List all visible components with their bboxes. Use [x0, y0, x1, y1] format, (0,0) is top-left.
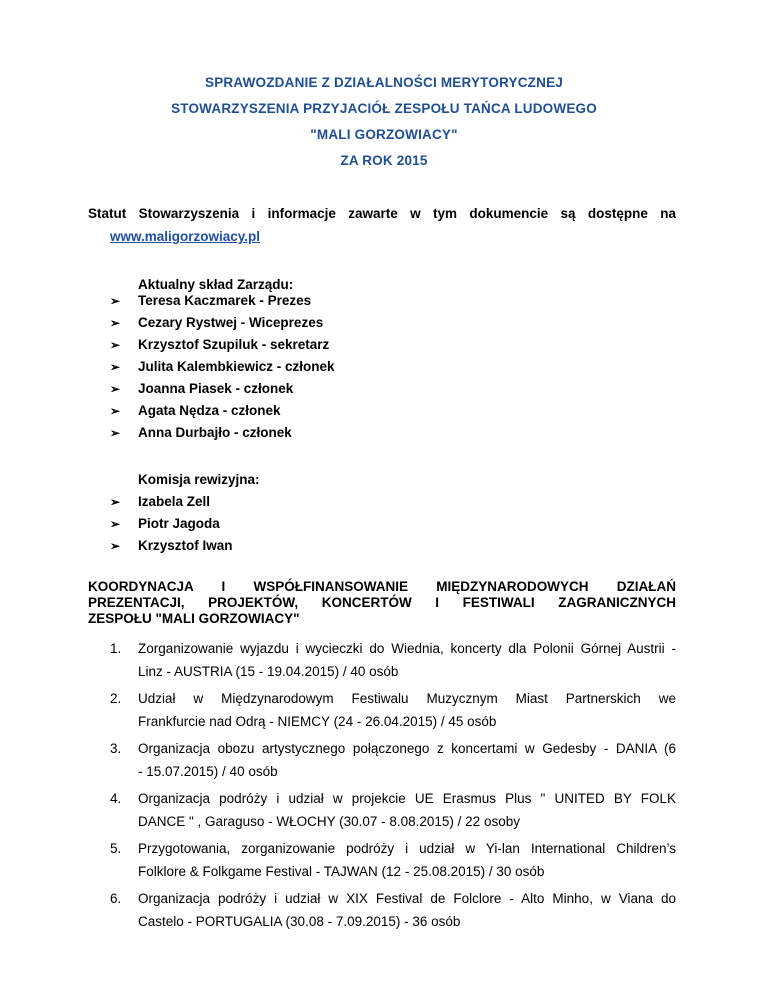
- list-item: [110, 738, 676, 783]
- list-item: [110, 400, 335, 422]
- arrow-bullet-icon: ➢: [110, 360, 121, 374]
- item-line: Udział w Międzynarodowym Festiwalu Muzycznym Miast Partnerskich we: [138, 691, 676, 706]
- arrow-bullet-icon: ➢: [110, 338, 121, 352]
- events-list: [110, 638, 676, 938]
- title-line: STOWARZYSZENIA PRZYJACIÓŁ ZESPOŁU TAŃCA LUDOWEGO: [171, 101, 597, 116]
- item-line: Przygotowania, zorganizowanie podróży i udział w Yi-lan International Children’s: [138, 841, 676, 856]
- item-number: 2.: [110, 691, 122, 706]
- zarzad-list: [110, 290, 335, 444]
- heading-line: ZESPOŁU "MALI GORZOWIACY": [88, 611, 300, 626]
- item-line: - 15.07.2015) / 40 osób: [138, 763, 278, 779]
- item-line: Linz - AUSTRIA (15 - 19.04.2015) / 40 osób: [138, 663, 399, 679]
- item-line: Frankfurcie nad Odrą - NIEMCY (24 - 26.04.2015) / 45 osób: [138, 713, 497, 729]
- list-item: [110, 535, 233, 557]
- member-name: Krzysztof Szupiluk - sekretarz: [138, 337, 330, 352]
- arrow-bullet-icon: ➢: [110, 294, 121, 308]
- item-line: Organizacja obozu artystycznego połączonego z koncertami w Gedesby - DANIA (6: [138, 741, 676, 756]
- member-name: Joanna Piasek - członek: [138, 381, 294, 396]
- item-line: Castelo - PORTUGALIA (30.08 - 7.09.2015) - 36 osób: [138, 913, 461, 929]
- statut-paragraph: Statut Stowarzyszenia i informacje zawarte w tym dokumencie są dostępne na: [88, 206, 676, 221]
- member-name: Julita Kalembkiewicz - członek: [138, 359, 335, 374]
- zarzad-label: Aktualny skład Zarządu:: [138, 277, 294, 292]
- list-item: [110, 838, 676, 883]
- item-number: 4.: [110, 791, 122, 806]
- list-item: [110, 334, 335, 356]
- list-item: [110, 378, 335, 400]
- member-name: Agata Nędza - członek: [138, 403, 281, 418]
- member-name: Izabela Zell: [138, 494, 211, 509]
- list-item: [110, 513, 233, 535]
- list-item: [110, 788, 676, 833]
- title-line: SPRAWOZDANIE Z DZIAŁALNOŚCI MERYTORYCZNEJ: [205, 75, 563, 90]
- item-line: Folklore & Folkgame Festival - TAJWAN (12 - 25.08.2015) / 30 osób: [138, 863, 545, 879]
- member-name: Teresa Kaczmarek - Prezes: [138, 293, 312, 308]
- item-number: 6.: [110, 891, 122, 906]
- arrow-bullet-icon: ➢: [110, 426, 121, 440]
- list-item: [110, 422, 335, 444]
- member-name: Krzysztof Iwan: [138, 538, 233, 553]
- item-line: Organizacja podróży i udział w XIX Festival de Folclore - Alto Minho, w Viana do: [138, 891, 676, 906]
- list-item: [110, 638, 676, 683]
- arrow-bullet-icon: ➢: [110, 517, 121, 531]
- item-number: 5.: [110, 841, 122, 856]
- list-item: [110, 356, 335, 378]
- item-line: DANCE " , Garaguso - WŁOCHY (30.07 - 8.08.2015) / 22 osoby: [138, 813, 520, 829]
- website-link[interactable]: www.maligorzowiacy.pl: [110, 229, 261, 244]
- komisja-list: [110, 491, 233, 557]
- heading-line: PREZENTACJI, PROJEKTÓW, KONCERTÓW I FESTIWALI ZAGRANICZNYCH: [88, 595, 676, 610]
- member-name: Anna Durbajło - członek: [138, 425, 292, 440]
- arrow-bullet-icon: ➢: [110, 316, 121, 330]
- komisja-label: Komisja rewizyjna:: [138, 472, 260, 487]
- arrow-bullet-icon: ➢: [110, 382, 121, 396]
- arrow-bullet-icon: ➢: [110, 404, 121, 418]
- arrow-bullet-icon: ➢: [110, 539, 121, 553]
- arrow-bullet-icon: ➢: [110, 495, 121, 509]
- list-item: [110, 312, 335, 334]
- member-name: Piotr Jagoda: [138, 516, 220, 531]
- koordynacja-heading: [88, 579, 676, 627]
- list-item: [110, 688, 676, 733]
- item-number: 3.: [110, 741, 122, 756]
- member-name: Cezary Rystwej - Wiceprezes: [138, 315, 324, 330]
- title-line: ZA ROK 2015: [340, 153, 428, 168]
- report-title: [0, 70, 768, 174]
- item-number: 1.: [110, 641, 122, 656]
- list-item: [110, 491, 233, 513]
- title-line: "MALI GORZOWIACY": [310, 127, 458, 142]
- item-line: Zorganizowanie wyjazdu i wycieczki do Wiednia, koncerty dla Polonii Górnej Austrii -: [138, 641, 676, 656]
- list-item: [110, 888, 676, 933]
- heading-line: KOORDYNACJA I WSPÓŁFINANSOWANIE MIĘDZYNARODOWYCH DZIAŁAŃ: [88, 579, 676, 594]
- item-line: Organizacja podróży i udział w projekcie UE Erasmus Plus " UNITED BY FOLK: [138, 791, 676, 806]
- list-item: [110, 290, 335, 312]
